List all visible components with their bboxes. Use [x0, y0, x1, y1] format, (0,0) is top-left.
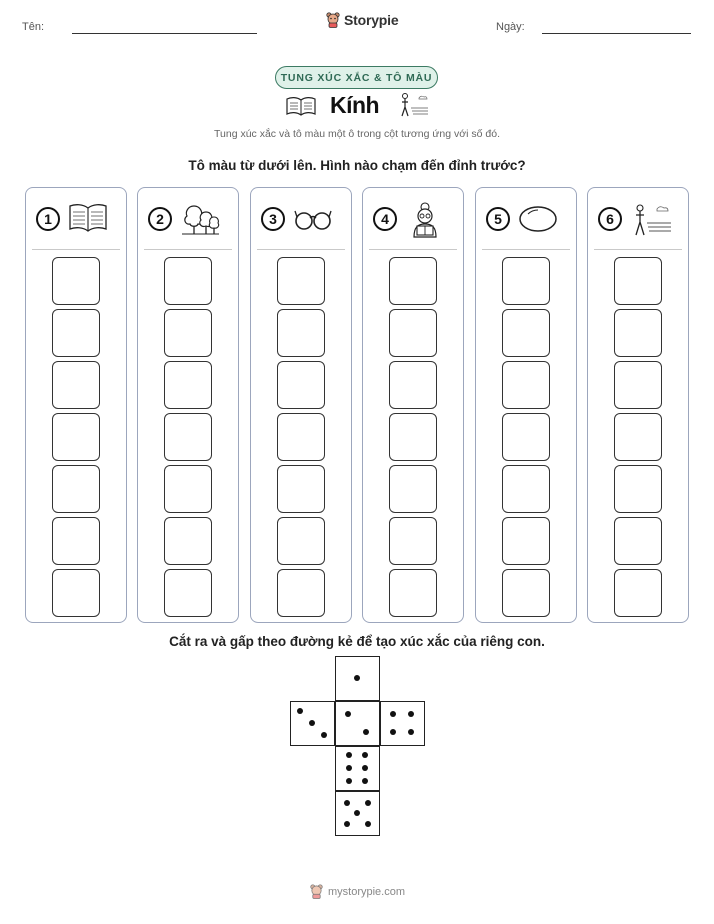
dice-pip: [344, 800, 350, 806]
column-5: [475, 187, 577, 623]
person-at-beach-icon: [630, 202, 672, 238]
column-number: 6: [598, 207, 622, 231]
bear-mascot-icon: [326, 12, 340, 28]
dice-pip: [365, 800, 371, 806]
color-cell[interactable]: [614, 309, 662, 357]
dice-face: [290, 701, 335, 746]
color-cell[interactable]: [164, 257, 212, 305]
dice-face: [335, 791, 380, 836]
color-cell[interactable]: [614, 361, 662, 409]
instruction: Tô màu từ dưới lên. Hình nào chạm đến đỉnh trước?: [188, 158, 526, 173]
column-divider: [482, 249, 570, 250]
word-title: Kính: [330, 92, 380, 118]
color-cell[interactable]: [52, 361, 100, 409]
column-6: [587, 187, 689, 623]
color-cell[interactable]: [277, 465, 325, 513]
color-cell[interactable]: [389, 465, 437, 513]
dice-pip: [297, 708, 303, 714]
color-cell[interactable]: [52, 309, 100, 357]
column-2: [137, 187, 239, 623]
color-cell[interactable]: [614, 569, 662, 617]
date-label: Ngày:: [496, 21, 525, 33]
dice-pip: [362, 778, 368, 784]
person-at-beach-icon: [397, 92, 429, 120]
storypie-logo: [326, 12, 398, 28]
color-cell[interactable]: [614, 257, 662, 305]
column-number: 2: [148, 207, 172, 231]
color-cell[interactable]: [389, 569, 437, 617]
color-cell[interactable]: [277, 361, 325, 409]
dice-pip: [365, 821, 371, 827]
footer: [310, 884, 405, 899]
column-number: 3: [261, 207, 285, 231]
name-line[interactable]: [72, 33, 257, 34]
trees-icon: [180, 202, 220, 236]
column-divider: [257, 249, 345, 250]
color-cell[interactable]: [164, 361, 212, 409]
color-cell[interactable]: [164, 569, 212, 617]
subtitle: Tung xúc xắc và tô màu một ô trong cột tương ứng với số đó.: [214, 128, 500, 140]
color-cell[interactable]: [164, 309, 212, 357]
column-4: [362, 187, 464, 623]
cut-instruction: Cắt ra và gấp theo đường kẻ để tạo xúc xắc của riêng con.: [169, 634, 545, 649]
dice-pip: [362, 752, 368, 758]
name-label: Tên:: [22, 21, 45, 33]
color-cell[interactable]: [614, 465, 662, 513]
dice-pip: [321, 732, 327, 738]
title-badge: TUNG XÚC XẮC & TÔ MÀU: [275, 66, 438, 89]
column-divider: [369, 249, 457, 250]
color-cell[interactable]: [52, 569, 100, 617]
dice-pip: [390, 729, 396, 735]
column-number: 4: [373, 207, 397, 231]
color-cell[interactable]: [277, 309, 325, 357]
open-book-icon: [68, 202, 108, 234]
color-cell[interactable]: [502, 569, 550, 617]
dice-pip: [408, 729, 414, 735]
color-cell[interactable]: [277, 257, 325, 305]
color-cell[interactable]: [389, 257, 437, 305]
column-1: [25, 187, 127, 623]
dice-pip: [345, 711, 351, 717]
dice-face: [335, 746, 380, 791]
open-book-icon: [286, 96, 316, 116]
color-cell[interactable]: [502, 361, 550, 409]
color-cell[interactable]: [502, 309, 550, 357]
color-cell[interactable]: [389, 517, 437, 565]
dice-pip: [344, 821, 350, 827]
color-cell[interactable]: [277, 517, 325, 565]
color-cell[interactable]: [502, 413, 550, 461]
column-number: 5: [486, 207, 510, 231]
bear-mascot-icon: [310, 884, 323, 899]
color-cell[interactable]: [164, 465, 212, 513]
grandma-reading-icon: [405, 202, 445, 238]
brand-name: Storypie: [344, 12, 399, 28]
dice-pip: [390, 711, 396, 717]
dice-pip: [309, 720, 315, 726]
color-cell[interactable]: [389, 309, 437, 357]
column-3: [250, 187, 352, 623]
dice-pip: [346, 752, 352, 758]
color-cell[interactable]: [277, 569, 325, 617]
dice-pip: [354, 810, 360, 816]
date-line[interactable]: [542, 33, 691, 34]
color-cell[interactable]: [164, 517, 212, 565]
dice-pip: [363, 729, 369, 735]
color-cell[interactable]: [502, 257, 550, 305]
color-cell[interactable]: [502, 465, 550, 513]
color-cell[interactable]: [277, 413, 325, 461]
glass-lens-icon: [518, 202, 558, 234]
color-cell[interactable]: [164, 413, 212, 461]
column-divider: [144, 249, 232, 250]
column-number: 1: [36, 207, 60, 231]
dice-face: [335, 701, 380, 746]
color-cell[interactable]: [614, 517, 662, 565]
footer-url[interactable]: mystorypie.com: [328, 885, 406, 898]
color-cell[interactable]: [389, 413, 437, 461]
dice-pip: [346, 778, 352, 784]
color-cell[interactable]: [502, 517, 550, 565]
column-divider: [32, 249, 120, 250]
dice-pip: [362, 765, 368, 771]
dice-face: [380, 701, 425, 746]
color-cell[interactable]: [52, 257, 100, 305]
dice-pip: [408, 711, 414, 717]
color-cell[interactable]: [52, 465, 100, 513]
eyeglasses-icon: [293, 202, 333, 234]
dice-face: [335, 656, 380, 701]
column-divider: [594, 249, 682, 250]
color-cell[interactable]: [614, 413, 662, 461]
dice-pip: [354, 675, 360, 681]
dice-pip: [346, 765, 352, 771]
color-cell[interactable]: [52, 413, 100, 461]
color-cell[interactable]: [52, 517, 100, 565]
color-cell[interactable]: [389, 361, 437, 409]
